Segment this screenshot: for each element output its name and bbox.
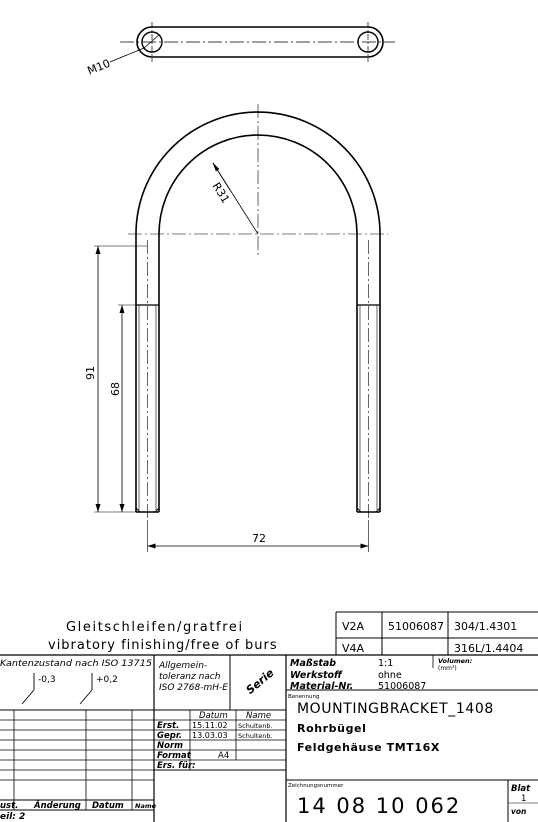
volume-unit: (mm³): [438, 665, 457, 672]
part-title: MOUNTINGBRACKET_1408: [297, 701, 494, 717]
material-grade: V2A: [342, 620, 365, 633]
deburr-note-line2: vibratory finishing/free of burs: [48, 638, 278, 653]
material-spec: 316L/1.4404: [454, 642, 524, 655]
sheet-of-label: von: [511, 807, 527, 816]
thread-dimension: M10: [85, 56, 113, 78]
edge-tolerance-minus: -0,3: [38, 675, 56, 685]
scale-label: Maßstab: [290, 658, 337, 669]
gepr-name: Schultenb.: [238, 732, 273, 740]
ers-label: Ers. für:: [157, 761, 196, 771]
erst-label: Erst.: [157, 721, 180, 731]
rev-date-label: Datum: [92, 801, 124, 811]
name-header: Name: [246, 711, 272, 721]
total-height-dimension: 91: [84, 366, 97, 380]
volume-label: Volumen:: [438, 657, 473, 665]
benennung-label: Benennung: [288, 694, 320, 700]
general-tolerance-line1: Allgemein-: [159, 661, 208, 671]
drawing-number: 14 08 10 062: [297, 794, 462, 818]
width-dimension: 72: [252, 532, 266, 545]
teil-label: eil: 2: [0, 812, 26, 822]
deburr-note-line1: Gleitschleifen/gratfrei: [66, 620, 244, 635]
werkstoff-label: Werkstoff: [290, 670, 342, 681]
material-spec: 304/1.4301: [454, 620, 518, 633]
sheet-number: 1: [521, 794, 527, 804]
edge-symbol: [22, 673, 92, 704]
rev-index-label: ust.: [0, 801, 19, 811]
werkstoff-value: ohne: [378, 670, 402, 681]
material-nr-value: 51006087: [378, 681, 427, 692]
gepr-date: 13.03.03: [192, 731, 228, 740]
erst-name: Schultenb.: [238, 722, 273, 730]
material-nr-label: Material-Nr.: [290, 681, 354, 692]
material-grade: V4A: [342, 642, 365, 655]
rev-name-label: Name: [135, 802, 157, 810]
general-tolerance-line3: ISO 2768-mH-E: [159, 683, 228, 693]
drawing-number-label: Zeichnungsnummer: [288, 783, 344, 789]
serie-stamp: Serie: [243, 666, 277, 697]
thread-length-dimension: 68: [109, 382, 122, 396]
material-number: 51006087: [388, 620, 444, 633]
part-subtitle-2: Feldgehäuse TMT16X: [297, 741, 440, 754]
format-value: A4: [218, 751, 230, 761]
gepr-label: Gepr.: [157, 731, 183, 741]
radius-dimension: R31: [209, 180, 233, 206]
general-tolerance-line2: toleranz nach: [159, 672, 221, 682]
part-subtitle-1: Rohrbügel: [297, 722, 367, 735]
front-view: [94, 104, 388, 552]
edge-tolerance-plus: +0,2: [96, 675, 118, 685]
top-view: [110, 22, 395, 62]
format-label: Format: [157, 751, 191, 761]
sheet-label: Blat: [511, 784, 531, 794]
scale-value: 1:1: [378, 658, 394, 669]
date-header: Datum: [199, 711, 228, 721]
norm-label: Norm: [157, 741, 184, 751]
edge-condition-label: Kantenzustand nach ISO 13715: [0, 659, 152, 669]
erst-date: 15.11.02: [192, 721, 228, 730]
change-label: Änderung: [34, 801, 81, 811]
